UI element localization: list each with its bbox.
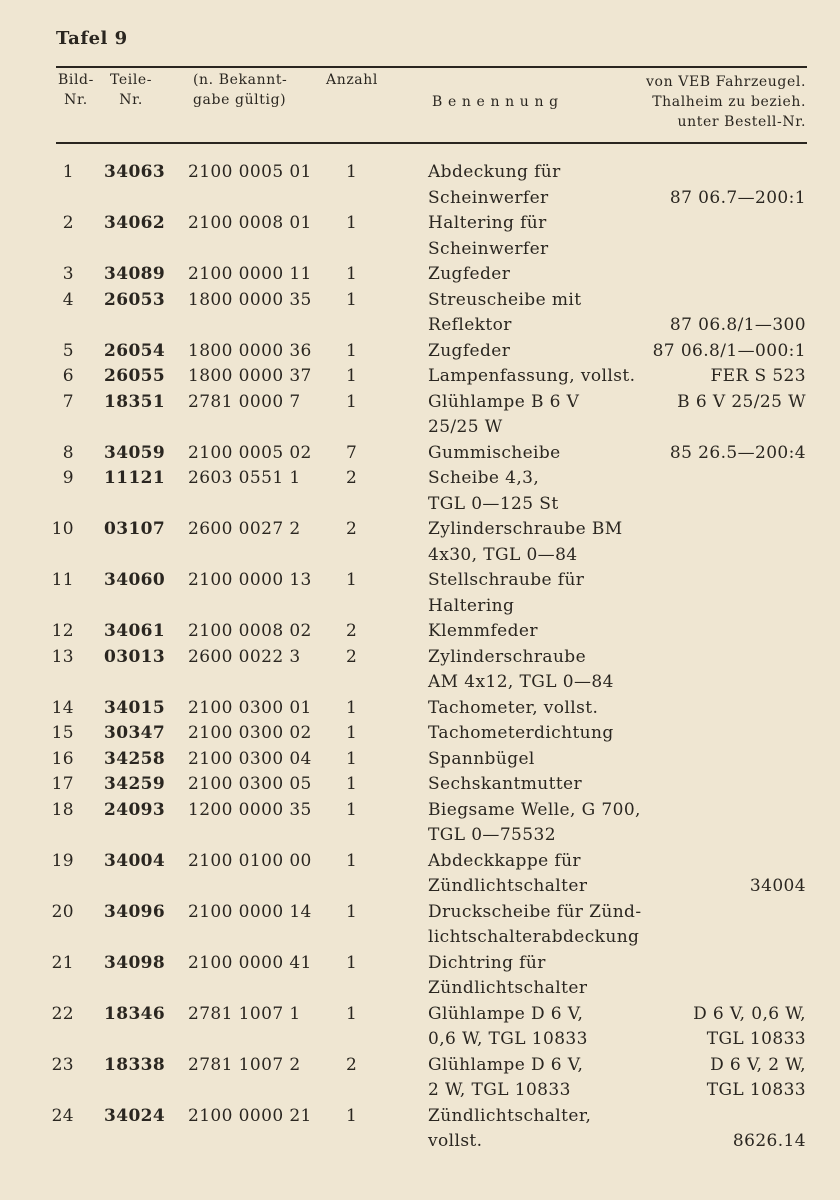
bild-cell: 15 (51, 723, 74, 743)
anzahl-cell: 1 (346, 570, 358, 590)
benennung-line: Zündlichtschalter, (428, 1105, 592, 1126)
veb-line (733, 1104, 806, 1130)
benennung-line: Spannbügel (428, 748, 535, 769)
page-title: Tafel 9 (56, 28, 128, 49)
header-tgl (193, 70, 287, 110)
benennung-line: Zylinderschraube BM (428, 519, 623, 539)
anzahl-cell: 2 (346, 1054, 358, 1075)
veb-line: FER S 523 (710, 366, 806, 386)
benennung-line: Tachometer, vollst. (428, 697, 599, 718)
benennung-cell (428, 211, 549, 262)
header-tgl-line2: gabe gültig) (193, 92, 287, 108)
bild-cell: 14 (51, 697, 74, 718)
teile-nr-cell: 18346 (104, 1003, 166, 1024)
tgl-nr-cell: 2100 0300 02 (188, 723, 312, 743)
benennung-line: Abdeckkappe für (428, 850, 581, 871)
header-veb (646, 72, 806, 132)
anzahl-cell: 2 (346, 519, 358, 539)
benennung-line: 2 W, TGL 10833 (428, 1080, 571, 1100)
bild-cell: 1 (62, 162, 74, 182)
anzahl-cell: 1 (346, 850, 358, 871)
benennung-line: Biegsame Welle, G 700, (428, 799, 641, 820)
tgl-nr-cell: 2100 0005 02 (188, 442, 312, 463)
teile-nr-cell: 18351 (104, 391, 166, 412)
teile-nr-cell: 34061 (104, 621, 166, 641)
tgl-nr-cell: 2100 0300 04 (188, 748, 312, 769)
anzahl-cell: 1 (346, 1105, 358, 1126)
teile-nr-cell: 24093 (104, 799, 166, 820)
benennung-line: Zugfeder (428, 264, 511, 284)
benennung-line: Haltering für (428, 213, 547, 233)
table-row (0, 466, 840, 517)
tgl-nr-cell: 2100 0300 01 (188, 697, 312, 718)
veb-bestell-nr-cell (733, 1104, 806, 1155)
veb-line: D 6 V, 2 W, (710, 1054, 806, 1075)
bild-cell: 16 (51, 748, 74, 769)
anzahl-cell: 1 (346, 697, 358, 718)
tgl-nr-cell: 1800 0000 37 (188, 366, 312, 386)
tgl-nr-cell: 2100 0100 00 (188, 850, 312, 871)
benennung-line: vollst. (428, 1131, 483, 1151)
veb-bestell-nr-cell (670, 441, 806, 467)
tgl-nr-cell: 2100 0008 01 (188, 213, 312, 233)
bild-cell: 3 (62, 264, 74, 284)
benennung-line: TGL 0—125 St (428, 493, 559, 514)
anzahl-cell: 1 (346, 366, 358, 386)
benennung-line: Glühlampe D 6 V, (428, 1054, 584, 1075)
benennung-cell (428, 568, 584, 619)
veb-line (670, 160, 806, 186)
table-row (0, 339, 840, 365)
benennung-line: Dichtring für (428, 952, 546, 973)
benennung-cell (428, 288, 581, 339)
bild-cell: 2 (62, 213, 74, 233)
benennung-cell (428, 619, 538, 645)
veb-line: 8626.14 (732, 1131, 806, 1151)
header-rule (56, 142, 807, 144)
teile-nr-cell: 34063 (104, 162, 166, 182)
benennung-cell (428, 1002, 588, 1053)
header-teile (110, 70, 152, 110)
veb-line (750, 849, 806, 875)
tgl-nr-cell: 2100 0000 21 (188, 1105, 312, 1126)
tgl-nr-cell: 1200 0000 35 (188, 799, 312, 820)
anzahl-cell: 1 (346, 213, 358, 233)
table-row (0, 1002, 840, 1053)
bild-cell: 9 (62, 468, 74, 488)
benennung-line: Scheibe 4,3, (428, 468, 540, 488)
benennung-line: Haltering (428, 595, 515, 616)
table-row (0, 772, 840, 798)
benennung-line: AM 4x12, TGL 0—84 (428, 672, 614, 692)
table-row (0, 390, 840, 441)
benennung-line: lichtschalterabdeckung (428, 927, 640, 947)
benennung-line: Stellschraube für (428, 570, 585, 590)
benennung-line: Glühlampe B 6 V (428, 391, 580, 412)
table-row (0, 645, 840, 696)
anzahl-cell: 1 (346, 264, 358, 284)
bild-cell: 11 (51, 570, 74, 590)
table-row (0, 568, 840, 619)
benennung-cell (428, 696, 598, 722)
tgl-nr-cell: 2100 0000 14 (188, 901, 312, 922)
benennung-line: Gummischeibe (428, 442, 561, 463)
benennung-cell (428, 721, 614, 747)
header-veb-line2: Thalheim zu bezieh. (652, 94, 806, 110)
tgl-nr-cell: 2781 0000 7 (188, 391, 301, 412)
anzahl-cell: 1 (346, 952, 358, 973)
benennung-line: Scheinwerfer (428, 187, 549, 208)
benennung-line: Zylinderschraube (428, 646, 587, 667)
teile-nr-cell: 34024 (104, 1105, 166, 1126)
header-teile-line1: Teile- (110, 72, 153, 88)
table-row (0, 747, 840, 773)
teile-nr-cell: 18338 (104, 1054, 166, 1075)
teile-nr-cell: 34098 (104, 952, 166, 973)
anzahl-cell: 1 (346, 799, 358, 820)
table-row (0, 441, 840, 467)
veb-line: 87 06.7—200:1 (669, 187, 806, 208)
table-row (0, 262, 840, 288)
teile-nr-cell: 34096 (104, 901, 166, 922)
header-teile-line2: Nr. (119, 92, 143, 108)
tgl-nr-cell: 2781 1007 2 (188, 1054, 301, 1075)
benennung-cell (428, 1104, 591, 1155)
tgl-nr-cell: 2100 0000 13 (188, 570, 312, 590)
benennung-line: 4x30, TGL 0—84 (428, 544, 578, 565)
benennung-line: Streuscheibe mit (428, 289, 582, 310)
teile-nr-cell: 26053 (104, 289, 166, 310)
benennung-cell (428, 517, 623, 568)
tgl-nr-cell: 2600 0027 2 (188, 519, 301, 539)
anzahl-cell: 1 (346, 774, 358, 794)
bild-cell: 6 (62, 366, 74, 386)
header-bild (58, 70, 94, 110)
table-row (0, 849, 840, 900)
table-row (0, 798, 840, 849)
benennung-cell (428, 390, 579, 441)
bild-cell: 7 (62, 391, 74, 412)
header-veb-line3: unter Bestell-Nr. (677, 114, 806, 130)
tgl-nr-cell: 2100 0000 11 (188, 264, 312, 284)
teile-nr-cell: 34060 (104, 570, 166, 590)
bild-cell: 8 (62, 442, 74, 463)
table-row (0, 288, 840, 339)
teile-nr-cell: 34089 (104, 264, 166, 284)
veb-bestell-nr-cell (710, 364, 806, 390)
benennung-cell (428, 441, 561, 467)
benennung-line: TGL 0—75532 (428, 825, 556, 845)
tgl-nr-cell: 2100 0008 02 (188, 621, 312, 641)
bild-cell: 12 (51, 621, 74, 641)
tgl-nr-cell: 1800 0000 36 (188, 340, 312, 361)
veb-bestell-nr-cell (670, 288, 806, 339)
veb-bestell-nr-cell (707, 1053, 806, 1104)
table-row (0, 211, 840, 262)
benennung-cell (428, 849, 587, 900)
bild-cell: 5 (62, 340, 74, 361)
teile-nr-cell: 11121 (104, 468, 166, 488)
veb-line: B 6 V 25/25 W (677, 391, 806, 412)
benennung-line: Abdeckung für (428, 162, 561, 182)
bild-cell: 21 (51, 952, 74, 973)
benennung-line: 0,6 W, TGL 10833 (428, 1029, 588, 1049)
veb-line (670, 288, 806, 314)
anzahl-cell: 1 (346, 748, 358, 769)
table-row (0, 517, 840, 568)
benennung-cell (428, 364, 635, 390)
table-row (0, 160, 840, 211)
top-rule (56, 66, 807, 68)
bild-cell: 10 (51, 519, 74, 539)
anzahl-cell: 2 (346, 646, 358, 667)
benennung-line: Reflektor (428, 315, 512, 335)
table-row (0, 1053, 840, 1104)
tgl-nr-cell: 2100 0300 05 (188, 774, 312, 794)
bild-cell: 23 (51, 1054, 74, 1075)
veb-line: 87 06.8/1—000:1 (652, 340, 806, 361)
table-row (0, 619, 840, 645)
teile-nr-cell: 34258 (104, 748, 166, 769)
header-bild-line1: Bild- (58, 72, 94, 88)
veb-bestell-nr-cell (750, 849, 806, 900)
bild-cell: 22 (51, 1003, 74, 1024)
benennung-line: Tachometerdichtung (428, 723, 614, 743)
benennung-cell (428, 645, 614, 696)
benennung-cell (428, 747, 535, 773)
benennung-line: Lampenfassung, vollst. (428, 366, 636, 386)
anzahl-cell: 1 (346, 391, 358, 412)
benennung-cell (428, 160, 561, 211)
veb-line: D 6 V, 0,6 W, (693, 1003, 806, 1024)
tgl-nr-cell: 2100 0005 01 (188, 162, 312, 182)
benennung-cell (428, 772, 582, 798)
teile-nr-cell: 34015 (104, 697, 166, 718)
anzahl-cell: 2 (346, 468, 358, 488)
table-row (0, 721, 840, 747)
teile-nr-cell: 30347 (104, 723, 166, 743)
teile-nr-cell: 26055 (104, 366, 166, 386)
bild-cell: 13 (51, 646, 74, 667)
table-row (0, 364, 840, 390)
veb-line: 34004 (749, 876, 806, 896)
header-veb-line1: von VEB Fahrzeugel. (646, 74, 806, 90)
bild-cell: 19 (51, 850, 74, 871)
benennung-line: Zündlichtschalter (428, 876, 588, 896)
header-bild-line2: Nr. (64, 92, 88, 108)
table-row (0, 951, 840, 1002)
veb-bestell-nr-cell (670, 160, 806, 211)
veb-bestell-nr-cell (677, 390, 806, 416)
bild-cell: 4 (62, 289, 74, 310)
tgl-nr-cell: 2600 0022 3 (188, 646, 301, 667)
bild-cell: 24 (51, 1105, 74, 1126)
anzahl-cell: 1 (346, 162, 358, 182)
table-row (0, 900, 840, 951)
header-tgl-line1: (n. Bekannt- (193, 72, 288, 88)
benennung-cell (428, 466, 559, 517)
anzahl-cell: 1 (346, 723, 358, 743)
tgl-nr-cell: 1800 0000 35 (188, 289, 312, 310)
parts-table (0, 160, 840, 1155)
bild-cell: 20 (51, 901, 74, 922)
benennung-line: 25/25 W (428, 417, 503, 437)
teile-nr-cell: 34059 (104, 442, 166, 463)
benennung-line: Sechskantmutter (428, 774, 583, 794)
teile-nr-cell: 03013 (104, 646, 166, 667)
veb-line: TGL 10833 (706, 1029, 806, 1049)
veb-line: 87 06.8/1—300 (669, 315, 806, 335)
table-row (0, 1104, 840, 1155)
benennung-line: Zugfeder (428, 340, 511, 361)
anzahl-cell: 1 (346, 901, 358, 922)
anzahl-cell: 1 (346, 340, 358, 361)
anzahl-cell: 1 (346, 289, 358, 310)
benennung-line: Zündlichtschalter (428, 978, 588, 998)
veb-bestell-nr-cell (693, 1002, 806, 1053)
tgl-nr-cell: 2603 0551 1 (188, 468, 301, 488)
table-row (0, 696, 840, 722)
tgl-nr-cell: 2781 1007 1 (188, 1003, 301, 1024)
benennung-line: Scheinwerfer (428, 238, 549, 259)
header-benennung: B e n e n n u n g (432, 94, 559, 110)
veb-line: 85 26.5—200:4 (669, 442, 806, 463)
bild-cell: 17 (51, 774, 74, 794)
teile-nr-cell: 03107 (104, 519, 166, 539)
bild-cell: 18 (51, 799, 74, 820)
anzahl-cell: 7 (346, 442, 358, 463)
benennung-line: Druckscheibe für Zünd- (428, 901, 642, 922)
benennung-line: Glühlampe D 6 V, (428, 1003, 584, 1024)
teile-nr-cell: 26054 (104, 340, 166, 361)
benennung-line: Klemmfeder (428, 621, 538, 641)
teile-nr-cell: 34004 (104, 850, 166, 871)
benennung-cell (428, 900, 641, 951)
benennung-cell (428, 798, 641, 849)
teile-nr-cell: 34259 (104, 774, 166, 794)
tgl-nr-cell: 2100 0000 41 (188, 952, 312, 973)
anzahl-cell: 2 (346, 621, 358, 641)
veb-bestell-nr-cell (653, 339, 806, 365)
veb-line: TGL 10833 (706, 1080, 806, 1100)
benennung-cell (428, 339, 510, 365)
benennung-cell (428, 1053, 583, 1104)
header-anzahl: Anzahl (326, 72, 378, 88)
anzahl-cell: 1 (346, 1003, 358, 1024)
benennung-cell (428, 951, 587, 1002)
benennung-cell (428, 262, 510, 288)
teile-nr-cell: 34062 (104, 213, 166, 233)
